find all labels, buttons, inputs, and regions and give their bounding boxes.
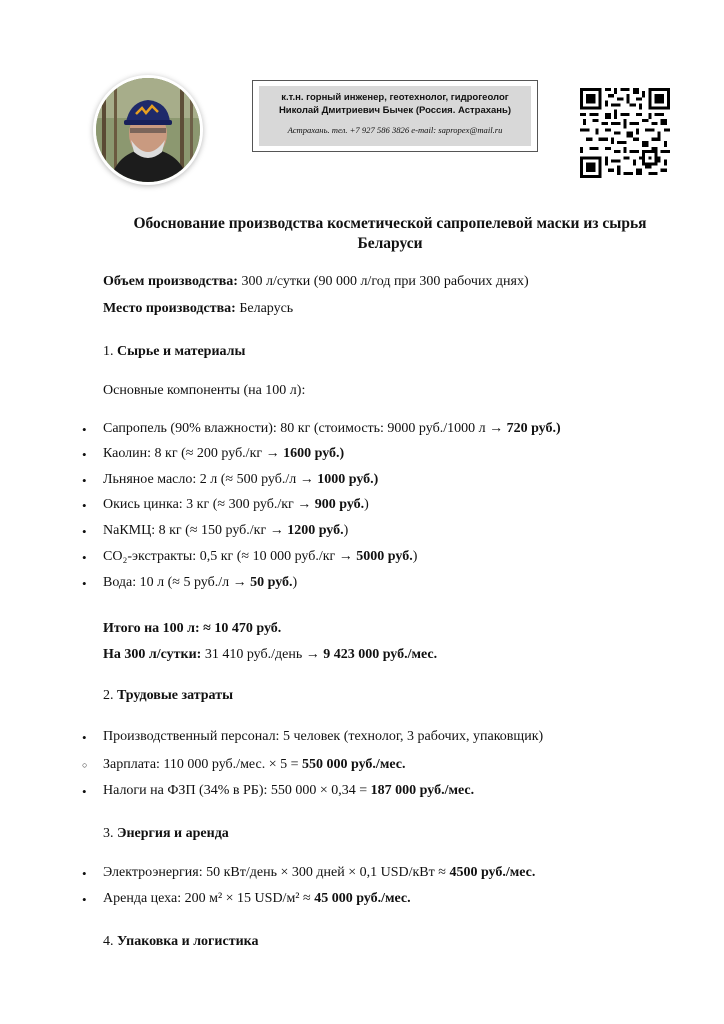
labor-item: Производственный персонал: 5 человек (технолог, 3 рабочих, упаковщик) bbox=[103, 729, 544, 744]
author-info-card bbox=[252, 80, 538, 152]
author-contacts: Астрахань. тел. +7 927 586 3826 e-mail: sapropex@mail.ru bbox=[287, 125, 503, 135]
production-volume-value: 300 л/сутки (90 000 л/год при 300 рабочих днях) bbox=[237, 274, 529, 289]
production-place-label: Место производства: bbox=[103, 301, 236, 316]
bullet-icon: • bbox=[82, 730, 87, 745]
labor-item: Налоги на ФЗП (34% в РБ): 550 000 × 0,34 = 187 000 руб./мес. bbox=[103, 783, 475, 798]
author-credentials: к.т.н. горный инженер, геотехнолог, гидрогеолог bbox=[281, 92, 509, 103]
section-4-heading: 4. Упаковка и логистика bbox=[103, 934, 259, 949]
document-title: Обоснование производства косметической сапропелевой маски из сырья Беларуси bbox=[133, 215, 647, 252]
hollow-bullet-icon: ○ bbox=[82, 760, 88, 770]
section-1-heading bbox=[103, 343, 245, 361]
material-item: NaКМЦ: 8 кг (≈ 150 руб./кг → 1200 руб.) bbox=[103, 523, 349, 538]
bullet-icon: • bbox=[82, 576, 87, 591]
qr-code-icon bbox=[580, 88, 670, 178]
production-place bbox=[103, 300, 293, 318]
section-3-heading: 3. Энергия и аренда bbox=[103, 826, 229, 841]
section-1-number: 1. bbox=[103, 344, 117, 359]
total-per-300l: На 300 л/сутки: 31 410 руб./день → 9 423 000 руб./мес. bbox=[103, 647, 438, 662]
bullet-icon: • bbox=[82, 550, 87, 565]
bullet-icon: • bbox=[82, 524, 87, 539]
material-item: Вода: 10 л (≈ 5 руб./л → 50 руб.) bbox=[103, 575, 298, 590]
material-item: Льняное масло: 2 л (≈ 500 руб./л → 1000 руб.) bbox=[103, 472, 379, 487]
bullet-icon: • bbox=[82, 866, 87, 881]
production-place-value: Беларусь bbox=[235, 301, 294, 316]
section-1-intro: Основные компоненты (на 100 л): bbox=[103, 383, 306, 398]
bullet-icon: • bbox=[82, 892, 87, 907]
bullet-icon: • bbox=[82, 422, 87, 437]
author-photo bbox=[96, 78, 200, 182]
bullet-icon: • bbox=[82, 784, 87, 799]
bullet-icon: • bbox=[82, 473, 87, 488]
energy-item: Аренда цеха: 200 м² × 15 USD/м² ≈ 45 000 руб./мес. bbox=[103, 891, 411, 906]
production-volume bbox=[103, 273, 529, 291]
material-item: Окись цинка: 3 кг (≈ 300 руб./кг → 900 руб.) bbox=[103, 497, 369, 512]
production-volume-label: Объем производства: bbox=[103, 274, 238, 289]
material-item: CO₂-экстракты: 0,5 кг (≈ 10 000 руб./кг → 5000 руб.) bbox=[103, 549, 418, 564]
bullet-icon: • bbox=[82, 498, 87, 513]
labor-item: Зарплата: 110 000 руб./мес. × 5 = 550 000 руб./мес. bbox=[103, 757, 406, 772]
material-item: Каолин: 8 кг (≈ 200 руб./кг → 1600 руб.) bbox=[103, 446, 345, 461]
energy-item: Электроэнергия: 50 кВт/день × 300 дней × 0,1 USD/кВт ≈ 4500 руб./мес. bbox=[103, 865, 536, 880]
material-item: Сапропель (90% влажности): 80 кг (стоимость: 9000 руб./1000 л → 720 руб.) bbox=[103, 421, 561, 436]
total-per-100l: Итого на 100 л: ≈ 10 470 руб. bbox=[103, 621, 282, 636]
section-2-heading: 2. Трудовые затраты bbox=[103, 688, 234, 703]
author-name: Николай Дмитриевич Бычек (Россия. Астрахань) bbox=[278, 105, 512, 116]
bullet-icon: • bbox=[82, 447, 87, 462]
section-1-title: Сырье и материалы bbox=[117, 344, 246, 359]
